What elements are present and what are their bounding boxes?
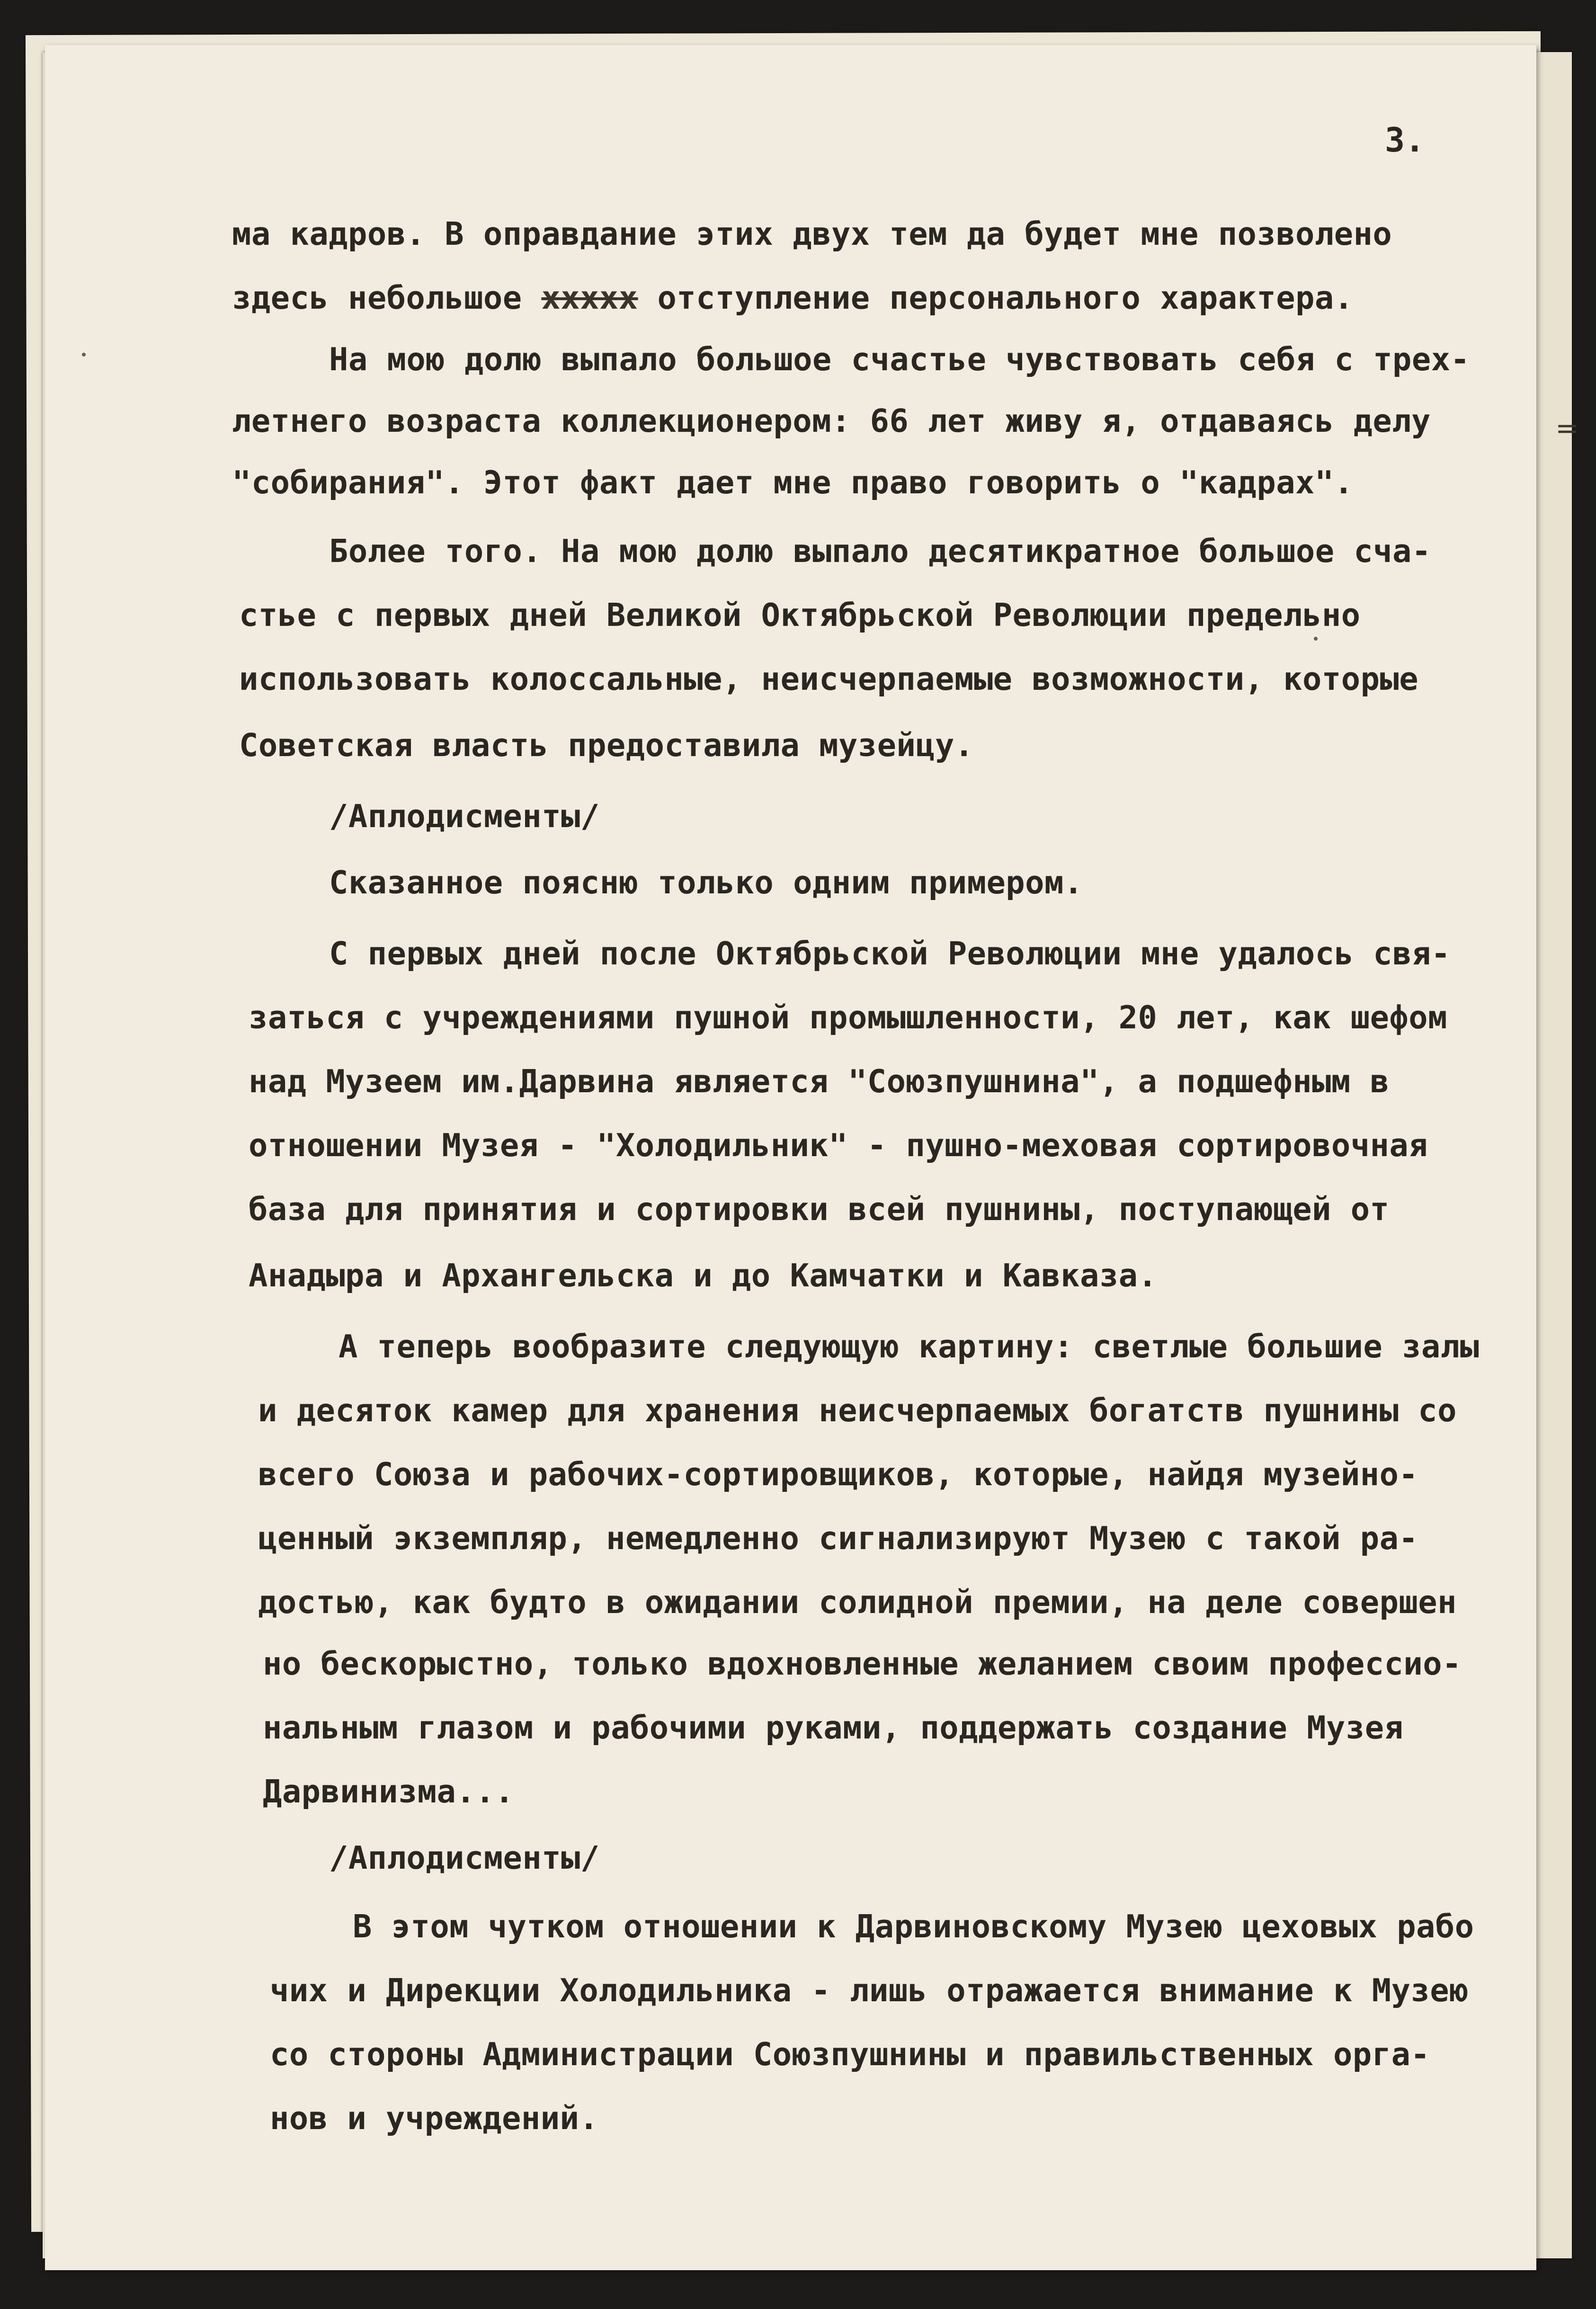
text-fragment: отступление персонального характера. (657, 279, 1354, 316)
text-line: Сказанное поясню только одним примером. (329, 864, 1083, 901)
text-line: На мою долю выпало большое счастье чувствовать себя с трех- (329, 341, 1470, 378)
text-line: но бескорыстно, только вдохновленные желанием своим профессио- (263, 1645, 1462, 1682)
text-line: Советская власть предоставила музейцу. (239, 727, 974, 764)
text-line: Дарвинизма... (263, 1773, 514, 1810)
struck-word: xxxxx (541, 279, 638, 316)
text-line: база для принятия и сортировки всей пушнины, поступающей от (249, 1191, 1390, 1228)
ink-speck (82, 353, 86, 357)
page-number: 3. (1385, 121, 1425, 160)
text-line: со стороны Администрации Союзпушнины и правильственных орга- (270, 2036, 1430, 2073)
text-line (232, 279, 1354, 316)
text-fragment: здесь небольшое (232, 279, 522, 316)
text-line: отношении Музея - "Холодильник" - пушно-меховая сортировочная (249, 1127, 1428, 1164)
applause-note: /Аплодисменты/ (329, 798, 600, 835)
ink-speck (1314, 637, 1318, 641)
text-line: нальным глазом и рабочими руками, поддержать создание Музея (263, 1709, 1404, 1746)
text-line: А теперь вообразите следующую картину: светлые большие залы (339, 1328, 1480, 1365)
text-line: чих и Дирекции Холодильника - лишь отражается внимание к Музею (270, 1972, 1469, 2009)
text-line: В этом чутком отношении к Дарвиновскому Музею цеховых рабо (353, 1908, 1474, 1945)
text-line: Более того. На мою долю выпало десятикратное большое сча- (329, 533, 1431, 570)
text-line: всего Союза и рабочих-сортировщиков, которые, найдя музейно- (258, 1456, 1418, 1493)
text-line: Анадыра и Архангельска и до Камчатки и Кавказа. (249, 1257, 1158, 1294)
text-line: ма кадров. В оправдание этих двух тем да будет мне позволено (232, 215, 1392, 252)
applause-note: /Аплодисменты/ (329, 1839, 600, 1876)
margin-mark: = (1555, 412, 1579, 445)
text-line: стье с первых дней Великой Октябрьской Революции предельно (239, 597, 1361, 633)
text-line: использовать колоссальные, неисчерпаемые возможности, которые (239, 660, 1419, 697)
text-line: ценный экземпляр, немедленно сигнализируют Музею с такой ра- (258, 1520, 1418, 1557)
text-line: "собирания". Этот факт дает мне право говорить о "кадрах". (232, 464, 1354, 501)
text-line: заться с учреждениями пушной промышленности, 20 лет, как шефом (249, 999, 1447, 1036)
document-page (45, 45, 1579, 2270)
text-line: и десяток камер для хранения неисчерпаемых богатств пушнины со (258, 1392, 1457, 1429)
text-line: над Музеем им.Дарвина является "Союзпушнина", а подшефным в (249, 1063, 1390, 1100)
text-line: нов и учреждений. (270, 2100, 599, 2137)
text-line: С первых дней после Октябрьской Революции мне удалось свя- (329, 935, 1451, 972)
text-line: летнего возраста коллекционером: 66 лет живу я, отдаваясь делу (232, 402, 1431, 439)
text-line: достью, как будто в ожидании солидной премии, на деле совершен (258, 1584, 1457, 1621)
